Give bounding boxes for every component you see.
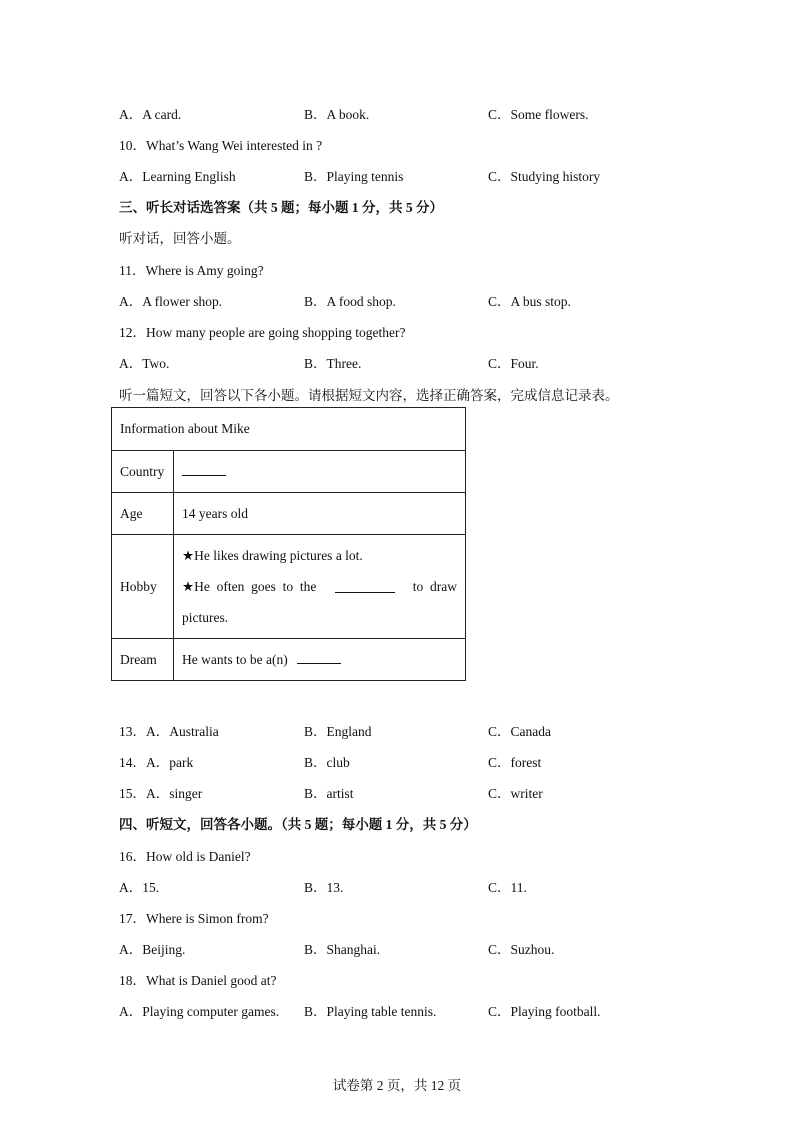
table-row-country <box>112 451 466 493</box>
q11-question: 11．Where is Amy going? <box>119 263 264 278</box>
hobby-value <box>174 535 466 639</box>
q18-question: 18．What is Daniel good at? <box>119 973 277 988</box>
q15-option-a: 15．A．singer <box>119 786 203 801</box>
q12-question: 12．How many people are going shopping together? <box>119 325 406 340</box>
table-row-age <box>112 493 466 535</box>
q12-option-c: C．Four. <box>488 356 539 371</box>
hobby-line-3: pictures. <box>182 610 229 625</box>
q15-option-b: B．artist <box>304 786 354 801</box>
hobby-line-2-pre: ★He often goes to the <box>182 579 317 594</box>
q17-option-b: B．Shanghai. <box>304 942 381 957</box>
q18-option-a: A．Playing computer games. <box>119 1004 280 1019</box>
country-blank <box>182 463 226 476</box>
section3-title: 三、听长对话选答案（共 5 题；每小题 1 分，共 5 分） <box>119 200 443 215</box>
q11-option-c: C．A bus stop. <box>488 294 571 309</box>
dream-label: Dream <box>112 639 174 681</box>
q16-option-b: B．13. <box>304 880 344 895</box>
q10-option-a: A．Learning English <box>119 169 236 184</box>
q15-option-c: C．writer <box>488 786 543 801</box>
section4-title: 四、听短文，回答各小题。（共 5 题；每小题 1 分，共 5 分） <box>119 817 477 832</box>
dream-text: He wants to be a(n) <box>182 652 288 667</box>
q12-option-a: A．Two. <box>119 356 170 371</box>
country-value <box>174 451 466 493</box>
hobby-line-1: ★He likes drawing pictures a lot. <box>182 548 363 563</box>
q17-option-a: A．Beijing. <box>119 942 186 957</box>
q16-question: 16．How old is Daniel? <box>119 849 251 864</box>
q9-option-c: C．Some flowers. <box>488 107 589 122</box>
hobby-line-2 <box>182 571 457 602</box>
q13-option-b: B．England <box>304 724 372 739</box>
q18-option-b: B．Playing table tennis. <box>304 1004 437 1019</box>
q17-option-c: C．Suzhou. <box>488 942 555 957</box>
table-row-dream <box>112 639 466 681</box>
hobby-line-2-post: to draw <box>412 579 457 594</box>
q13-option-a: 13．A．Australia <box>119 724 219 739</box>
q12-option-b: B．Three. <box>304 356 362 371</box>
q18-option-c: C．Playing football. <box>488 1004 601 1019</box>
q14-option-a: 14．A．park <box>119 755 194 770</box>
table-header: Information about Mike <box>112 408 466 451</box>
q17-question: 17．Where is Simon from? <box>119 911 269 926</box>
q11-option-a: A．A flower shop. <box>119 294 223 309</box>
q16-option-a: A．15. <box>119 880 160 895</box>
hobby-label: Hobby <box>112 535 174 639</box>
section3-instruction: 听对话，回答小题。 <box>119 231 241 246</box>
country-label: Country <box>112 451 174 493</box>
page-footer: 试卷第 2 页，共 12 页 <box>332 1078 462 1093</box>
q10-option-b: B．Playing tennis <box>304 169 404 184</box>
q11-option-b: B．A food shop. <box>304 294 396 309</box>
passage-instruction: 听一篇短文，回答以下各小题。请根据短文内容，选择正确答案，完成信息记录表。 <box>119 388 619 403</box>
q14-option-c: C．forest <box>488 755 542 770</box>
table-row-hobby <box>112 535 466 639</box>
q16-option-c: C．11. <box>488 880 527 895</box>
dream-blank <box>297 651 341 664</box>
q10-question: 10．What’s Wang Wei interested in ? <box>119 138 323 153</box>
age-value: 14 years old <box>174 493 466 535</box>
q10-option-c: C．Studying history <box>488 169 601 184</box>
q13-option-c: C．Canada <box>488 724 551 739</box>
q9-option-a: A．A card. <box>119 107 182 122</box>
hobby-blank <box>335 580 395 593</box>
dream-value <box>174 639 466 681</box>
q9-option-b: B．A book. <box>304 107 370 122</box>
info-table <box>111 407 466 681</box>
q14-option-b: B．club <box>304 755 350 770</box>
table-header-row <box>112 408 466 451</box>
age-label: Age <box>112 493 174 535</box>
